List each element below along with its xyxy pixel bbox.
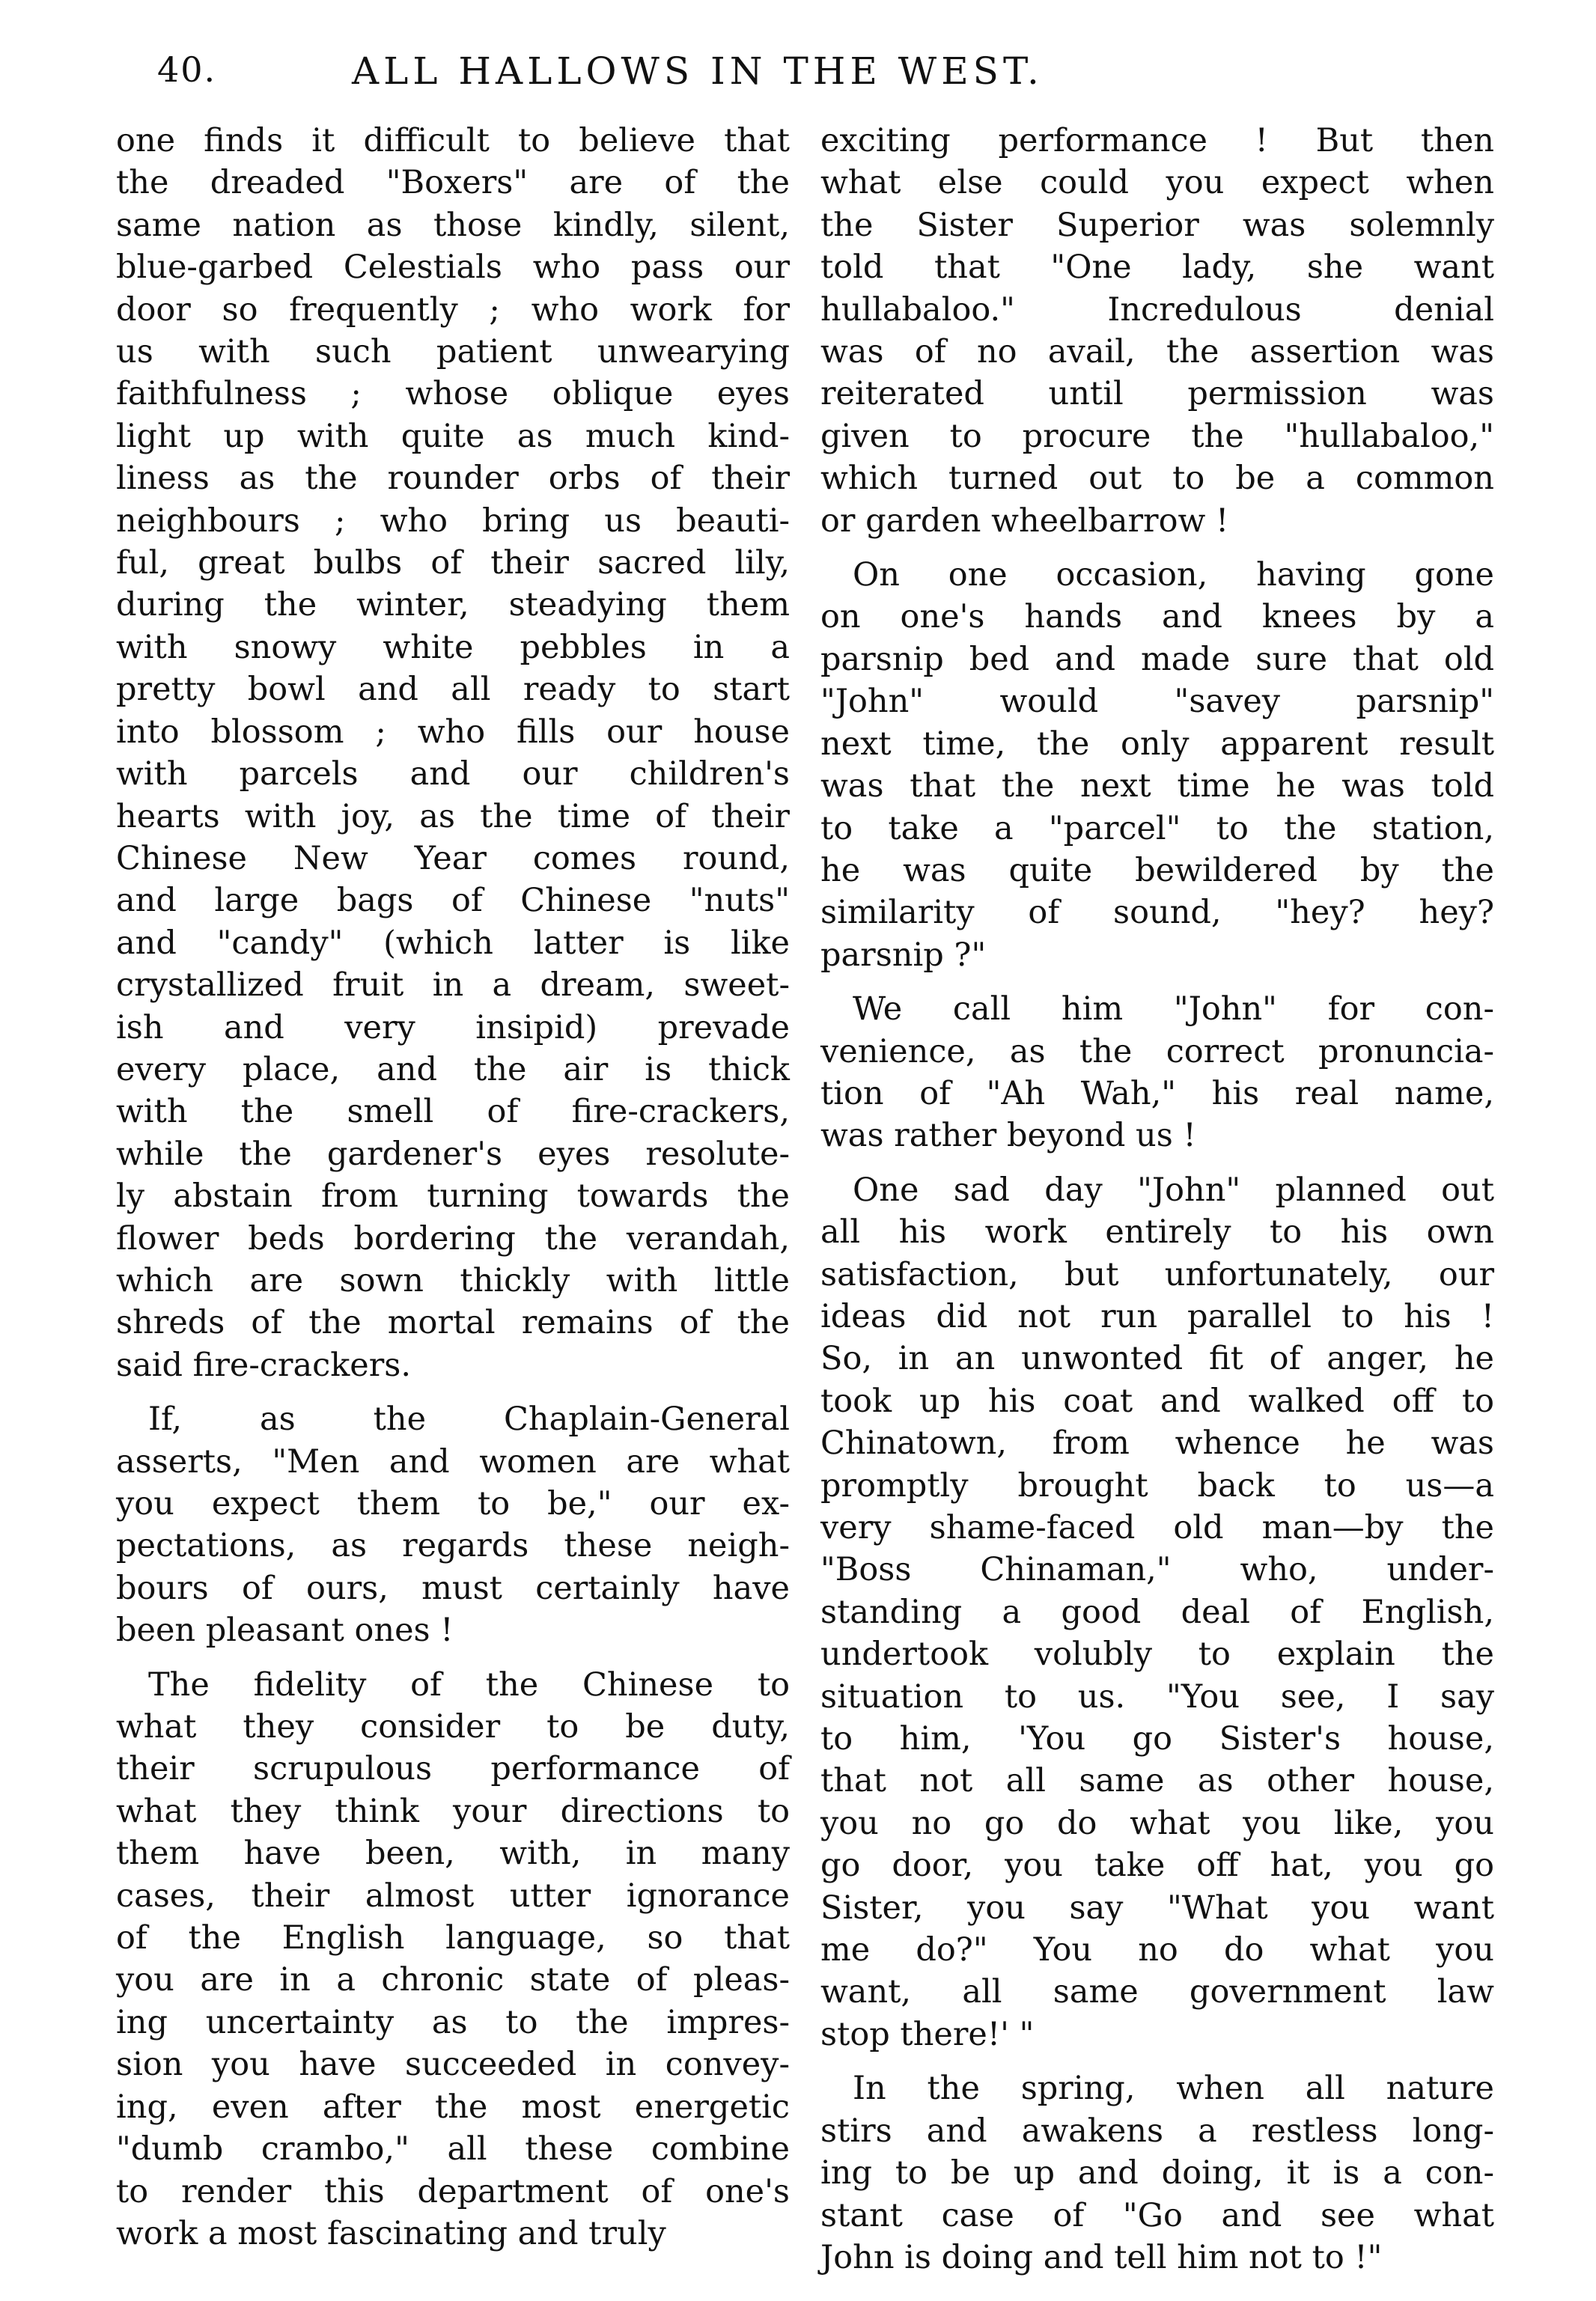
text-line: all his work entirely to his own (820, 1213, 1494, 1252)
left-column (116, 120, 790, 2267)
text-line: to render this department of one's (116, 2172, 790, 2210)
text-line: light up with quite as much kind- (116, 417, 790, 455)
text-line: which are sown thickly with little (116, 1261, 790, 1299)
text-line: given to procure the "hullabaloo," (820, 417, 1494, 455)
text-line: Sister, you say "What you want (820, 1889, 1494, 1927)
text-line: promptly brought back to us—a (820, 1466, 1494, 1505)
text-line: go door, you take off hat, you go (820, 1847, 1494, 1885)
text-line: John is doing and tell him not to !" (820, 2238, 1383, 2276)
text-line: the Sister Superior was solemnly (820, 206, 1494, 244)
text-line: flower beds bordering the verandah, (116, 1219, 790, 1258)
text-line: bours of ours, must certainly have (116, 1569, 790, 1607)
text-line: took up his coat and walked off to (820, 1382, 1494, 1420)
text-line: "dumb crambo," all these combine (116, 2130, 790, 2169)
text-line: parsnip ?" (820, 936, 987, 974)
text-line: while the gardener's eyes resolute- (116, 1135, 790, 1173)
text-line: one finds it difficult to believe that (116, 122, 790, 159)
text-line: So, in an unwonted fit of anger, he (820, 1340, 1494, 1378)
text-line: been pleasant ones ! (116, 1612, 454, 1650)
text-line: ing, even after the most energetic (116, 2088, 790, 2126)
text-line: was rather beyond us ! (820, 1117, 1196, 1155)
text-line: ish and very insipid) prevade (116, 1008, 790, 1046)
text-line: you no go do what you like, you (820, 1804, 1494, 1842)
text-line: liness as the rounder orbs of their (116, 460, 790, 498)
text-line: "Boss Chinaman," who, under- (820, 1551, 1494, 1589)
text-line: which turned out to be a common (820, 460, 1494, 498)
text-line: to take a "parcel" to the station, (820, 809, 1494, 847)
text-line: In the spring, when all nature (820, 2070, 1494, 2108)
paragraph (116, 1398, 790, 1651)
paragraph (116, 120, 790, 1386)
text-line: neighbours ; who bring us beauti- (116, 502, 790, 540)
running-title: ALL HALLOWS IN THE WEST. (352, 49, 1044, 93)
text-line: what they think your directions to (116, 1792, 790, 1830)
text-line: with parcels and our children's (116, 755, 790, 793)
text-line: standing a good deal of English, (820, 1593, 1494, 1631)
text-line: you expect them to be," our ex- (116, 1485, 790, 1523)
text-line: parsnip bed and made sure that old (820, 640, 1494, 678)
text-line: said fire-crackers. (116, 1346, 412, 1384)
text-line: ing to be up and doing, it is a con- (820, 2154, 1494, 2192)
text-line: with snowy white pebbles in a (116, 628, 790, 666)
text-line: Chinese New Year comes round, (116, 839, 790, 877)
text-line: pectations, as regards these neigh- (116, 1527, 790, 1565)
text-line: asserts, "Men and women are what (116, 1442, 790, 1481)
right-column (820, 120, 1494, 2291)
text-line: you are in a chronic state of pleas- (116, 1961, 790, 1999)
paragraph (820, 2067, 1494, 2279)
text-line: door so frequently ; who work for (116, 290, 790, 329)
text-line: venience, as the correct pronuncia- (820, 1032, 1494, 1070)
text-line: their scrupulous performance of (116, 1750, 790, 1788)
paragraph (820, 988, 1494, 1157)
page-number: 40. (157, 49, 217, 90)
text-line: sion you have succeeded in convey- (116, 2046, 790, 2084)
text-line: shreds of the mortal remains of the (116, 1304, 790, 1342)
text-line: want, all same government law (820, 1973, 1494, 2011)
running-header (127, 49, 1512, 102)
text-line: Chinatown, from whence he was (820, 1424, 1494, 1463)
text-line: or garden wheelbarrow ! (820, 502, 1229, 540)
text-line: during the winter, steadying them (116, 586, 790, 624)
text-line: crystallized fruit in a dream, sweet- (116, 966, 790, 1005)
text-line: The fidelity of the Chinese to (116, 1665, 790, 1704)
text-line: On one occasion, having gone (820, 556, 1494, 594)
text-line: was that the next time he was told (820, 767, 1494, 805)
text-line: hullabaloo." Incredulous denial (820, 290, 1494, 329)
text-line: ful, great bulbs of their sacred lily, (116, 544, 790, 582)
text-line: situation to us. "You see, I say (820, 1677, 1494, 1716)
text-line: the dreaded "Boxers" are of the (116, 164, 790, 202)
text-line: reiterated until permission was (820, 375, 1494, 413)
paragraph (820, 1169, 1494, 2056)
paragraph (116, 1664, 790, 2255)
text-line: what else could you expect when (820, 164, 1494, 202)
text-line: me do?" You no do what you (820, 1931, 1494, 1969)
text-line: pretty bowl and all ready to start (116, 671, 790, 709)
text-line: ly abstain from turning towards the (116, 1177, 790, 1216)
text-line: was of no avail, the assertion was (820, 333, 1494, 371)
text-line: hearts with joy, as the time of their (116, 797, 790, 835)
text-line: into blossom ; who fills our house (116, 713, 790, 751)
text-line: with the smell of fire-crackers, (116, 1093, 790, 1131)
text-line: told that "One lady, she want (820, 249, 1494, 287)
text-line: on one's hands and knees by a (820, 598, 1494, 636)
text-line: stirs and awakens a restless long- (820, 2112, 1494, 2150)
text-line: blue-garbed Celestials who pass our (116, 249, 790, 287)
text-line: next time, the only apparent result (820, 725, 1494, 763)
text-line: what they consider to be duty, (116, 1708, 790, 1746)
text-line: exciting performance ! But then (820, 122, 1494, 159)
text-line: work a most fascinating and truly (116, 2214, 666, 2252)
text-line: us with such patient unwearying (116, 333, 790, 371)
paragraph (820, 120, 1494, 542)
text-line: faithfulness ; whose oblique eyes (116, 375, 790, 413)
text-line: similarity of sound, "hey? hey? (820, 894, 1494, 932)
text-line: satisfaction, but unfortunately, our (820, 1255, 1494, 1293)
text-line: same nation as those kindly, silent, (116, 206, 790, 244)
text-line: ideas did not run parallel to his ! (820, 1297, 1494, 1335)
text-line: If, as the Chaplain-General (116, 1401, 790, 1439)
text-line: that not all same as other house, (820, 1762, 1494, 1800)
text-line: We call him "John" for con- (820, 990, 1494, 1028)
text-line: One sad day "John" planned out (820, 1171, 1494, 1209)
text-line: to him, 'You go Sister's house, (820, 1720, 1494, 1758)
text-line: every place, and the air is thick (116, 1050, 790, 1088)
text-line: of the English language, so that (116, 1919, 790, 1957)
text-line: stant case of "Go and see what (820, 2196, 1494, 2234)
text-line: them have been, with, in many (116, 1835, 790, 1873)
text-line: ing uncertainty as to the impres- (116, 2003, 790, 2041)
text-line: undertook volubly to explain the (820, 1636, 1494, 1674)
text-line: "John" would "savey parsnip" (820, 683, 1494, 721)
text-line: he was quite bewildered by the (820, 851, 1494, 889)
text-line: and "candy" (which latter is like (116, 924, 790, 962)
text-line: cases, their almost utter ignorance (116, 1877, 790, 1915)
text-line: and large bags of Chinese "nuts" (116, 882, 790, 920)
text-line: stop there!' " (820, 2015, 1035, 2053)
text-line: very shame-faced old man—by the (820, 1509, 1494, 1546)
paragraph (820, 554, 1494, 976)
text-line: tion of "Ah Wah," his real name, (820, 1074, 1494, 1112)
